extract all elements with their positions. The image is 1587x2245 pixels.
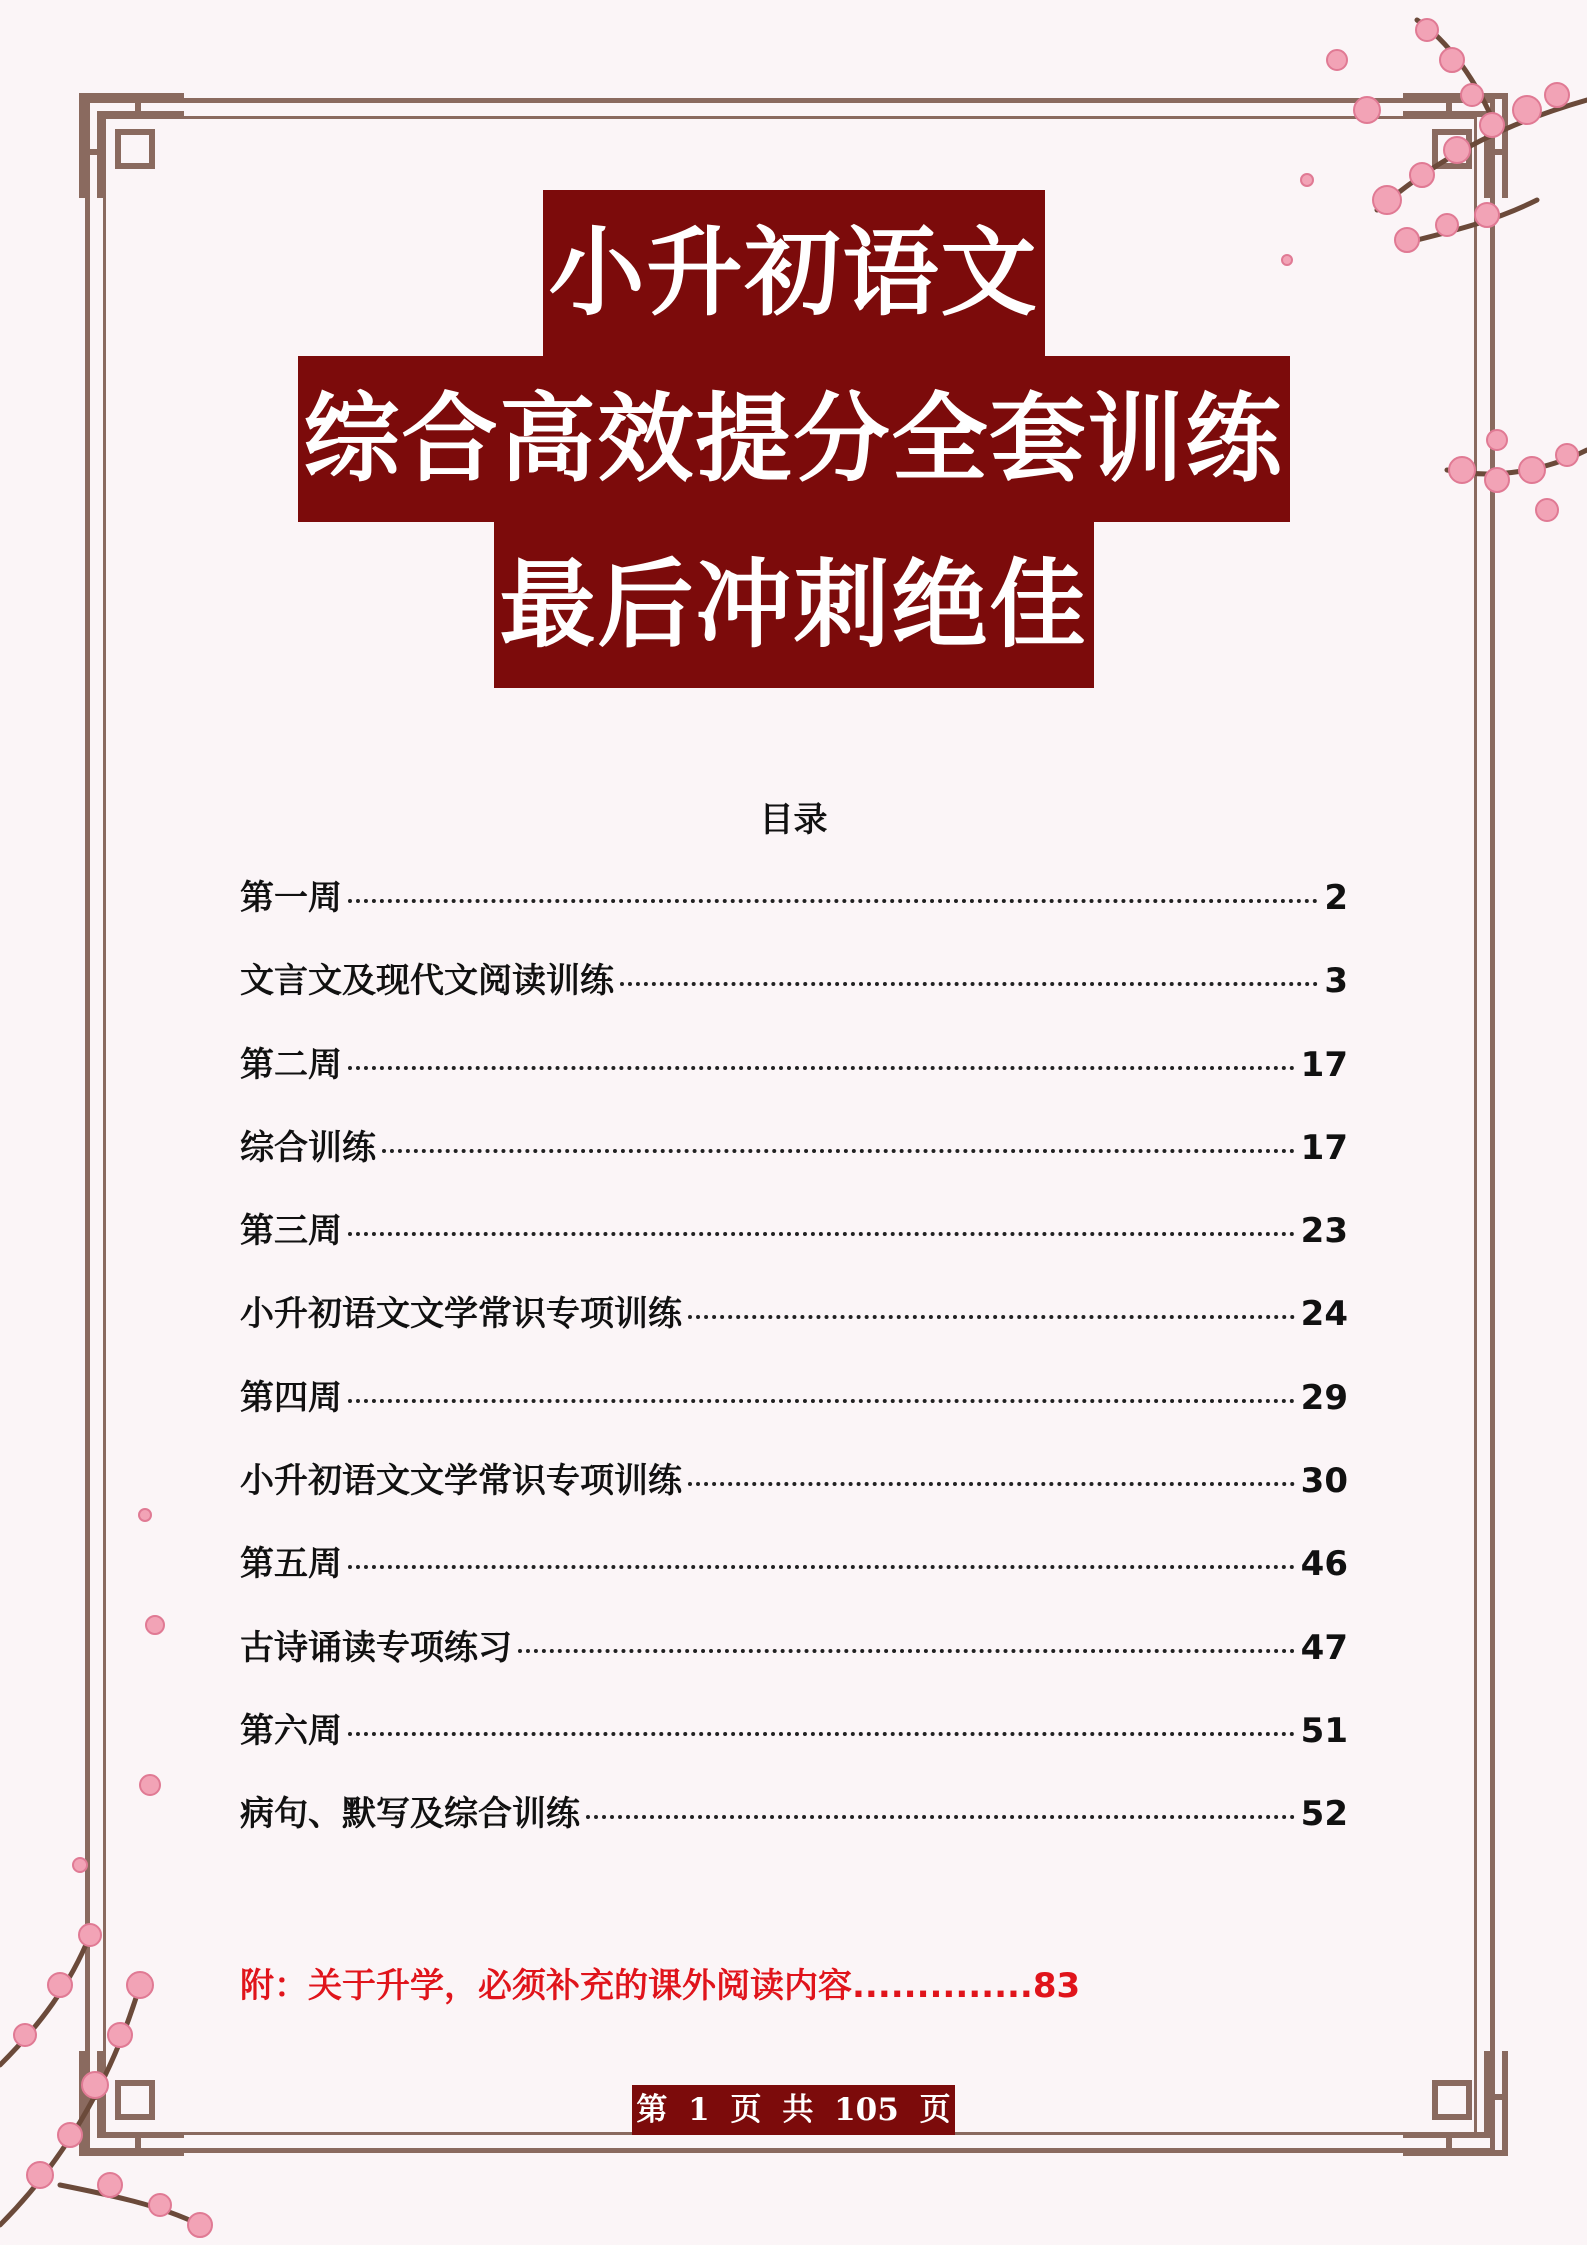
- toc-entry-label: 第二周: [240, 1044, 342, 1085]
- toc-entry[interactable]: [240, 1037, 1348, 1120]
- table-of-contents: [240, 870, 1348, 1870]
- title-line-3: 最后冲刺绝佳: [494, 522, 1094, 688]
- title-line-2: 综合高效提分全套训练: [298, 356, 1290, 522]
- toc-heading: 目录: [759, 800, 828, 840]
- toc-entry-page: 30: [1300, 1461, 1348, 1502]
- toc-entry-label: 文言文及现代文阅读训练: [240, 961, 614, 1002]
- toc-entry-page: 51: [1300, 1710, 1348, 1751]
- toc-entry[interactable]: [240, 870, 1348, 953]
- title-line-1: 小升初语文: [543, 190, 1045, 356]
- toc-dot-leader: [688, 1315, 1295, 1319]
- toc-entry-label: 病句、默写及综合训练: [240, 1794, 580, 1835]
- cover-title: [0, 190, 1587, 688]
- toc-dot-leader: [348, 1232, 1295, 1236]
- toc-entry-label: 第四周: [240, 1377, 342, 1418]
- toc-entry[interactable]: [240, 1453, 1348, 1536]
- page-footer: [0, 2085, 1587, 2135]
- toc-dot-leader: [586, 1815, 1295, 1819]
- appendix-entry[interactable]: 附：关于升学，必须补充的课外阅读内容..............83: [240, 1966, 1081, 2006]
- toc-dot-leader: [348, 1732, 1295, 1736]
- toc-dot-leader: [348, 1399, 1295, 1403]
- toc-entry[interactable]: [240, 1786, 1348, 1869]
- toc-entry-label: 小升初语文文学常识专项训练: [240, 1294, 682, 1335]
- toc-entry-label: 古诗诵读专项练习: [240, 1627, 512, 1668]
- toc-entry-page: 17: [1300, 1127, 1348, 1168]
- toc-entry-page: 24: [1300, 1294, 1348, 1335]
- page-number-label: 第 1 页 共 105 页: [632, 2085, 954, 2135]
- toc-entry[interactable]: [240, 1620, 1348, 1703]
- toc-dot-leader: [620, 982, 1318, 986]
- toc-dot-leader: [348, 899, 1318, 903]
- toc-entry-label: 小升初语文文学常识专项训练: [240, 1461, 682, 1502]
- toc-dot-leader: [348, 1066, 1295, 1070]
- toc-entry[interactable]: [240, 953, 1348, 1036]
- toc-entry[interactable]: [240, 1203, 1348, 1286]
- corner-ornament-top-left: [78, 92, 188, 202]
- toc-dot-leader: [688, 1482, 1295, 1486]
- toc-entry-page: 29: [1300, 1377, 1348, 1418]
- toc-entry[interactable]: [240, 1536, 1348, 1619]
- toc-entry-label: 第一周: [240, 878, 342, 918]
- toc-entry-page: 52: [1300, 1794, 1348, 1835]
- toc-dot-leader: [348, 1565, 1295, 1569]
- toc-entry-page: 2: [1324, 878, 1348, 918]
- toc-entry-label: 第六周: [240, 1710, 342, 1751]
- toc-entry-page: 47: [1300, 1627, 1348, 1668]
- toc-entry[interactable]: [240, 1370, 1348, 1453]
- toc-entry-page: 3: [1324, 961, 1348, 1002]
- toc-dot-leader: [518, 1649, 1295, 1653]
- toc-entry-page: 46: [1300, 1544, 1348, 1585]
- toc-entry-label: 第五周: [240, 1544, 342, 1585]
- toc-dot-leader: [382, 1149, 1295, 1153]
- toc-entry[interactable]: [240, 1703, 1348, 1786]
- toc-entry-page: 23: [1300, 1211, 1348, 1252]
- toc-entry-label: 综合训练: [240, 1127, 376, 1168]
- toc-entry-page: 17: [1300, 1044, 1348, 1085]
- toc-entry-label: 第三周: [240, 1211, 342, 1252]
- toc-entry[interactable]: [240, 1286, 1348, 1369]
- toc-entry[interactable]: [240, 1120, 1348, 1203]
